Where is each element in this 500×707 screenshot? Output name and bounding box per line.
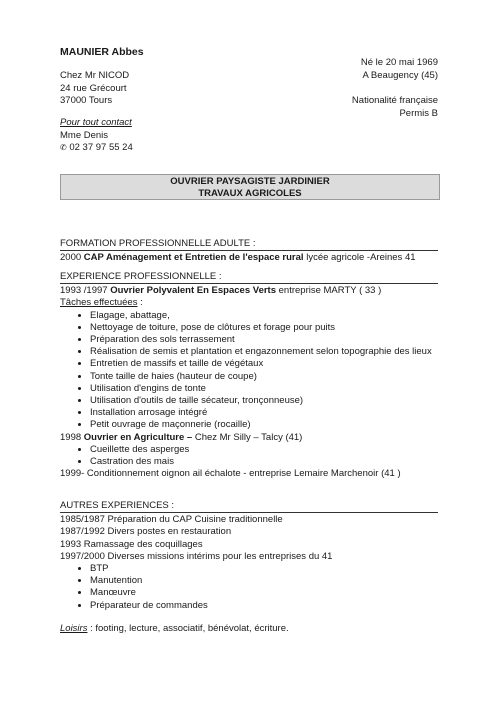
list-item: • Tonte taille de haies (hauteur de coupe) xyxy=(90,371,438,383)
experience-line: 1993 Ramassage des coquillages xyxy=(60,538,203,550)
experience-line: 1985/1987 Préparation du CAP Cuisine traditionnelle xyxy=(60,514,283,526)
list-item: • BTP xyxy=(90,563,438,575)
tasks-label-row xyxy=(60,297,438,309)
job-company: entreprise MARTY ( 33 ) xyxy=(276,285,382,297)
address-line: Chez Mr NICOD xyxy=(60,70,130,81)
section-title: AUTRES EXPERIENCES : xyxy=(60,500,438,513)
banner-line: TRAVAUX AGRICOLES xyxy=(198,188,302,199)
job2-tasks-list xyxy=(60,444,438,468)
job-line xyxy=(60,432,438,444)
experience-line: 1997/2000 Diverses missions intérims pour les entreprises du 41 xyxy=(60,550,333,562)
tasks-colon: : xyxy=(137,297,143,309)
list-item: • Nettoyage de toiture, pose de clôtures et forage pour puits xyxy=(90,322,438,334)
job-years: 1993 /1997 xyxy=(60,285,111,297)
other-experience-section xyxy=(60,500,438,612)
driving-licence: Permis B xyxy=(399,107,438,119)
list-item: • Installation arrosage intégré xyxy=(90,407,438,419)
contact-block xyxy=(60,117,133,155)
list-item: • Utilisation d'engins de tonte xyxy=(90,383,438,395)
list-item: • Castration des mais xyxy=(90,456,438,468)
formation-degree: CAP Aménagement et Entretien de l'espace rural xyxy=(83,252,304,264)
contact-phone-row xyxy=(60,142,133,155)
contact-label: Pour tout contact xyxy=(60,117,132,128)
hobbies-text: : footing, lecture, associatif, bénévolat, écriture. xyxy=(87,623,289,634)
address-block xyxy=(60,70,129,108)
formation-year: 2000 xyxy=(60,252,84,264)
experience-line: 1987/1992 Divers postes en restauration xyxy=(60,526,232,538)
birth-date: Né le 20 mai 1969 xyxy=(360,57,438,68)
list-item: • Utilisation d'outils de taille sécateur, tronçonneuse) xyxy=(90,395,438,407)
job-year: 1998 xyxy=(60,431,84,443)
list-item: • Petit ouvrage de maçonnerie (rocaille) xyxy=(90,419,438,431)
job-line xyxy=(60,285,438,297)
formation-line xyxy=(60,252,438,264)
formation-school: lycée agricole -Areines 41 xyxy=(303,252,416,264)
list-item: • Entretien de massifs et taille de végétaux xyxy=(90,358,438,370)
list-item: • Manutention xyxy=(90,575,438,587)
section-title: EXPERIENCE PROFESSIONNELLE : xyxy=(60,271,438,284)
job-company: Chez Mr Silly – Talcy (41) xyxy=(194,431,303,443)
list-item: • Cueillette des asperges xyxy=(90,444,438,456)
nationality-block xyxy=(352,95,438,120)
job-title: Ouvrier Polyvalent En Espaces Verts xyxy=(110,285,276,297)
experience-section xyxy=(60,271,438,480)
nationality: Nationalité française xyxy=(351,95,438,106)
candidate-name: MAUNIER Abbes xyxy=(60,46,144,58)
birth-place: A Beaugency (45) xyxy=(362,69,438,81)
contact-name: Mme Denis xyxy=(60,129,109,141)
contact-phone: 02 37 97 55 24 xyxy=(69,142,133,153)
job-title-banner xyxy=(60,174,440,200)
job-line: 1999- Conditionnement oignon ail échalote - entreprise Lemaire Marchenoir (41 ) xyxy=(60,468,401,480)
banner-line: OUVRIER PAYSAGISTE JARDINIER xyxy=(170,176,330,187)
address-line: 24 rue Grécourt xyxy=(60,82,127,94)
address-line: 37000 Tours xyxy=(60,95,113,106)
birth-block xyxy=(361,57,438,82)
formation-section xyxy=(60,238,438,264)
list-item: • Préparateur de commandes xyxy=(90,600,438,612)
list-item: • Manœuvre xyxy=(90,587,438,599)
hobbies-label: Loisirs xyxy=(60,623,88,634)
section-title: FORMATION PROFESSIONNELLE ADULTE : xyxy=(60,238,438,251)
hobbies-section xyxy=(60,623,438,635)
tasks-label: Tâches effectuées xyxy=(60,297,138,309)
tasks-list xyxy=(60,310,438,432)
list-item: • Réalisation de semis et plantation et engazonnement selon topographie des lieux xyxy=(90,346,438,358)
list-item: • Préparation des sols terrassement xyxy=(90,334,438,346)
missions-list xyxy=(60,563,438,612)
list-item: • Elagage, abattage, xyxy=(90,310,438,322)
phone-icon: ✆ xyxy=(60,143,67,152)
job-title: Ouvrier en Agriculture – xyxy=(83,431,195,443)
